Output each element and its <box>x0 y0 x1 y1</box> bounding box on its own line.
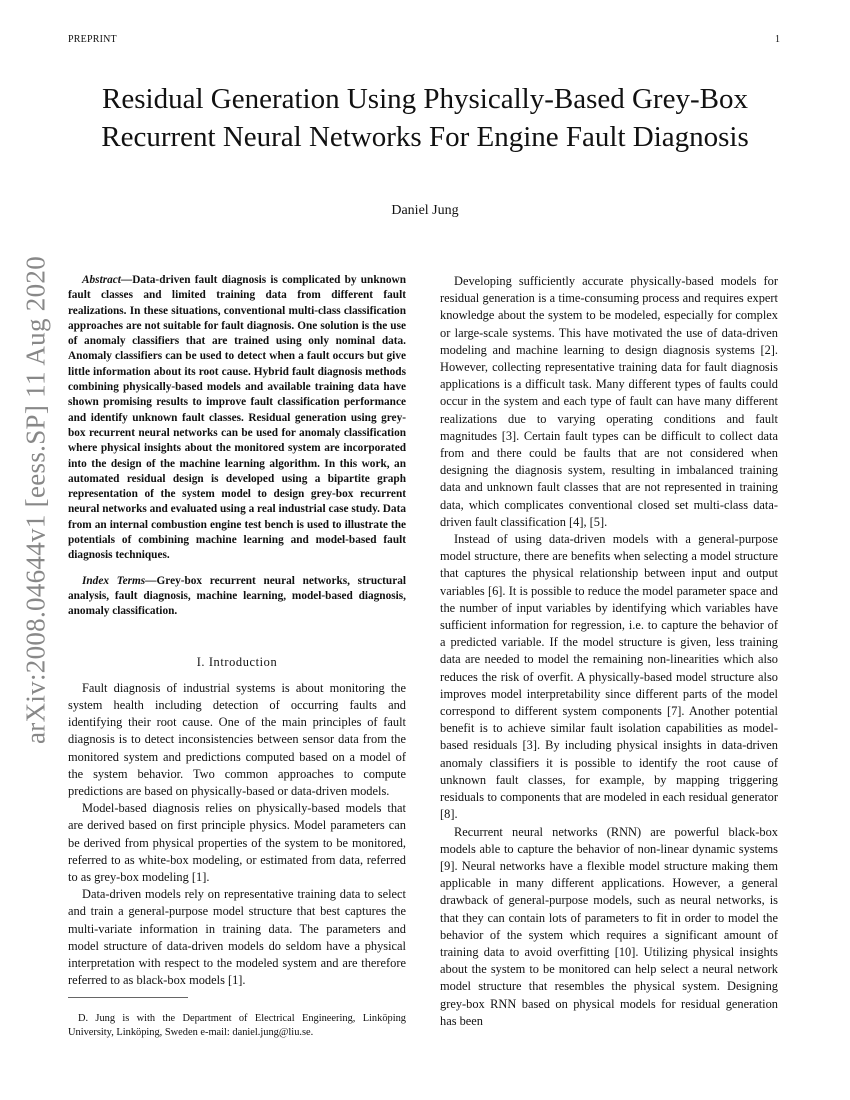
index-terms-text: —Grey-box recurrent neural networks, structural analysis, fault diagnosis, machine learning, model-based diagnosis, anomaly classification. <box>68 574 406 618</box>
body-paragraph: Fault diagnosis of industrial systems is about monitoring the system health including detection of occurring faults and identifying their root cause. One of the main principles of fault diagnosis is to detect inconsistencies between sensor data from the monitored system and predictions computed based on a model of the system behavior. Two common approaches to compute predictions are based on physically-based or data-driven models. <box>68 680 406 798</box>
paper-author: Daniel Jung <box>391 203 459 218</box>
right-column <box>440 273 778 1030</box>
abstract <box>68 273 406 564</box>
body-paragraph: Recurrent neural networks (RNN) are powerful black-box models able to capture the behavior of non-linear dynamic systems [9]. Neural networks have a flexible model structure making them applicable in many different applications. However, a general drawback of general-purpose models, such as neural networks, is that they can contain lots of parameters to fit in order to model the behavior of the system which requires a significant amount of training data to avoid overfitting [10]. Utilizing physical insights about the system to be monitored can help select a neural network model structure that resembles the physical system. Designing grey-box RNN based on physical models for residual generation has been <box>440 824 778 1028</box>
paper-title: Residual Generation Using Physically-Based Grey-Box Recurrent Neural Networks For Engine Fault Diagnosis <box>101 83 749 153</box>
running-header: PREPRINT <box>68 34 117 45</box>
section-heading: I. Introduction <box>196 654 278 669</box>
body-paragraph: Developing sufficiently accurate physically-based models for residual generation is a time-consuming process and requires expert knowledge about the system to be modeled, especially for complex or large-scale systems. This have motivated the use of data-driven modeling and machine learning to design diagnosis systems [2]. However, collecting representative training data for fault diagnosis applications is a difficult task. Many different types of faults could occur in the system and each type of fault can have many different realizations due to varying operating conditions and fault magnitudes [3]. Certain fault types can be difficult to collect data from and there could be faults that are not considered when designing the diagnosis system, resulting in imbalanced training data and unknown fault classes that are not represented in training data, which complicates conventional closed set multi-class data-driven fault classification [4], [5]. <box>440 274 778 529</box>
arxiv-stamp-text: arXiv:2008.04644v1 [eess.SP] 11 Aug 2020 <box>20 256 51 744</box>
arxiv-stamp <box>6 256 66 744</box>
body-paragraph: Data-driven models rely on representative training data to select and train a general-purpose model structure that best captures the multi-variate information in training data. The parameters and model structure of data-driven models do seldom have a physical interpretation with respect to the modeled system and are therefore referred to as black-box models [1]. <box>68 887 406 988</box>
footnote-rule <box>68 997 188 998</box>
footnote: D. Jung is with the Department of Electrical Engineering, Linköping University, Linköping, Sweden e-mail: daniel.jung@liu.se. <box>68 1013 406 1038</box>
left-column <box>68 273 406 1040</box>
abstract-text: —Data-driven fault diagnosis is complicated by unknown fault classes and limited training data from different fault realizations. In these situations, conventional multi-class classification approaches are not suitable for fault diagnosis. One solution is the use of anomaly classifiers that are trained using only nominal data. Anomaly classifiers can be used to detect when a fault occurs but give little information about its root cause. Hybrid fault diagnosis methods combining physically-based models and available training data have shown promising results to improve fault classification performance and identify unknown fault classes. Residual generation using grey-box recurrent neural networks can be used for anomaly classification where physical insights about the monitored system are incorporated into the design of the machine learning algorithm. In this work, an automated residual design is developed using a bipartite graph representation of the system model to design grey-box recurrent neural networks and evaluated using a real industrial case study. Data from an internal combustion engine test bench is used to illustrate the potentials of combining machine learning and model-based fault diagnosis techniques. <box>68 274 406 562</box>
page-number: 1 <box>775 34 780 45</box>
index-terms-label: Index Terms <box>82 574 146 587</box>
body-paragraph: Instead of using data-driven models with a general-purpose model structure, there are benefits when selecting a model structure that captures the physical relationship between input and output variables [6]. It is possible to reduce the model parameter space and the number of input variables by identifying which variables have sufficient information for regression, i.e. to capture the behavior of a predicted variable. If the model structure is given, less training data are needed to model the remaining non-linearities which also reduces the risk of overfit. A physically-based model structure also improves model interpretability since different parts of the model correspond to different system components [7]. Another potential benefit is to achieve similar fault isolation capabilities as model-based residuals [3]. By including physical insights in data-driven anomaly classifiers it is possible to identify the root cause of unknown fault classes, for example, by mapping triggering residuals to components that are modeled in each residual generator [8]. <box>440 532 778 822</box>
index-terms <box>68 574 406 620</box>
body-paragraph: Model-based diagnosis relies on physically-based models that are derived based on first principle physics. Model parameters can be derived from physical properties of the system to be monitored, referred to as white-box modeling, or estimated from data, referred to as grey-box modeling [1]. <box>68 801 406 884</box>
abstract-label: Abstract <box>82 274 121 286</box>
